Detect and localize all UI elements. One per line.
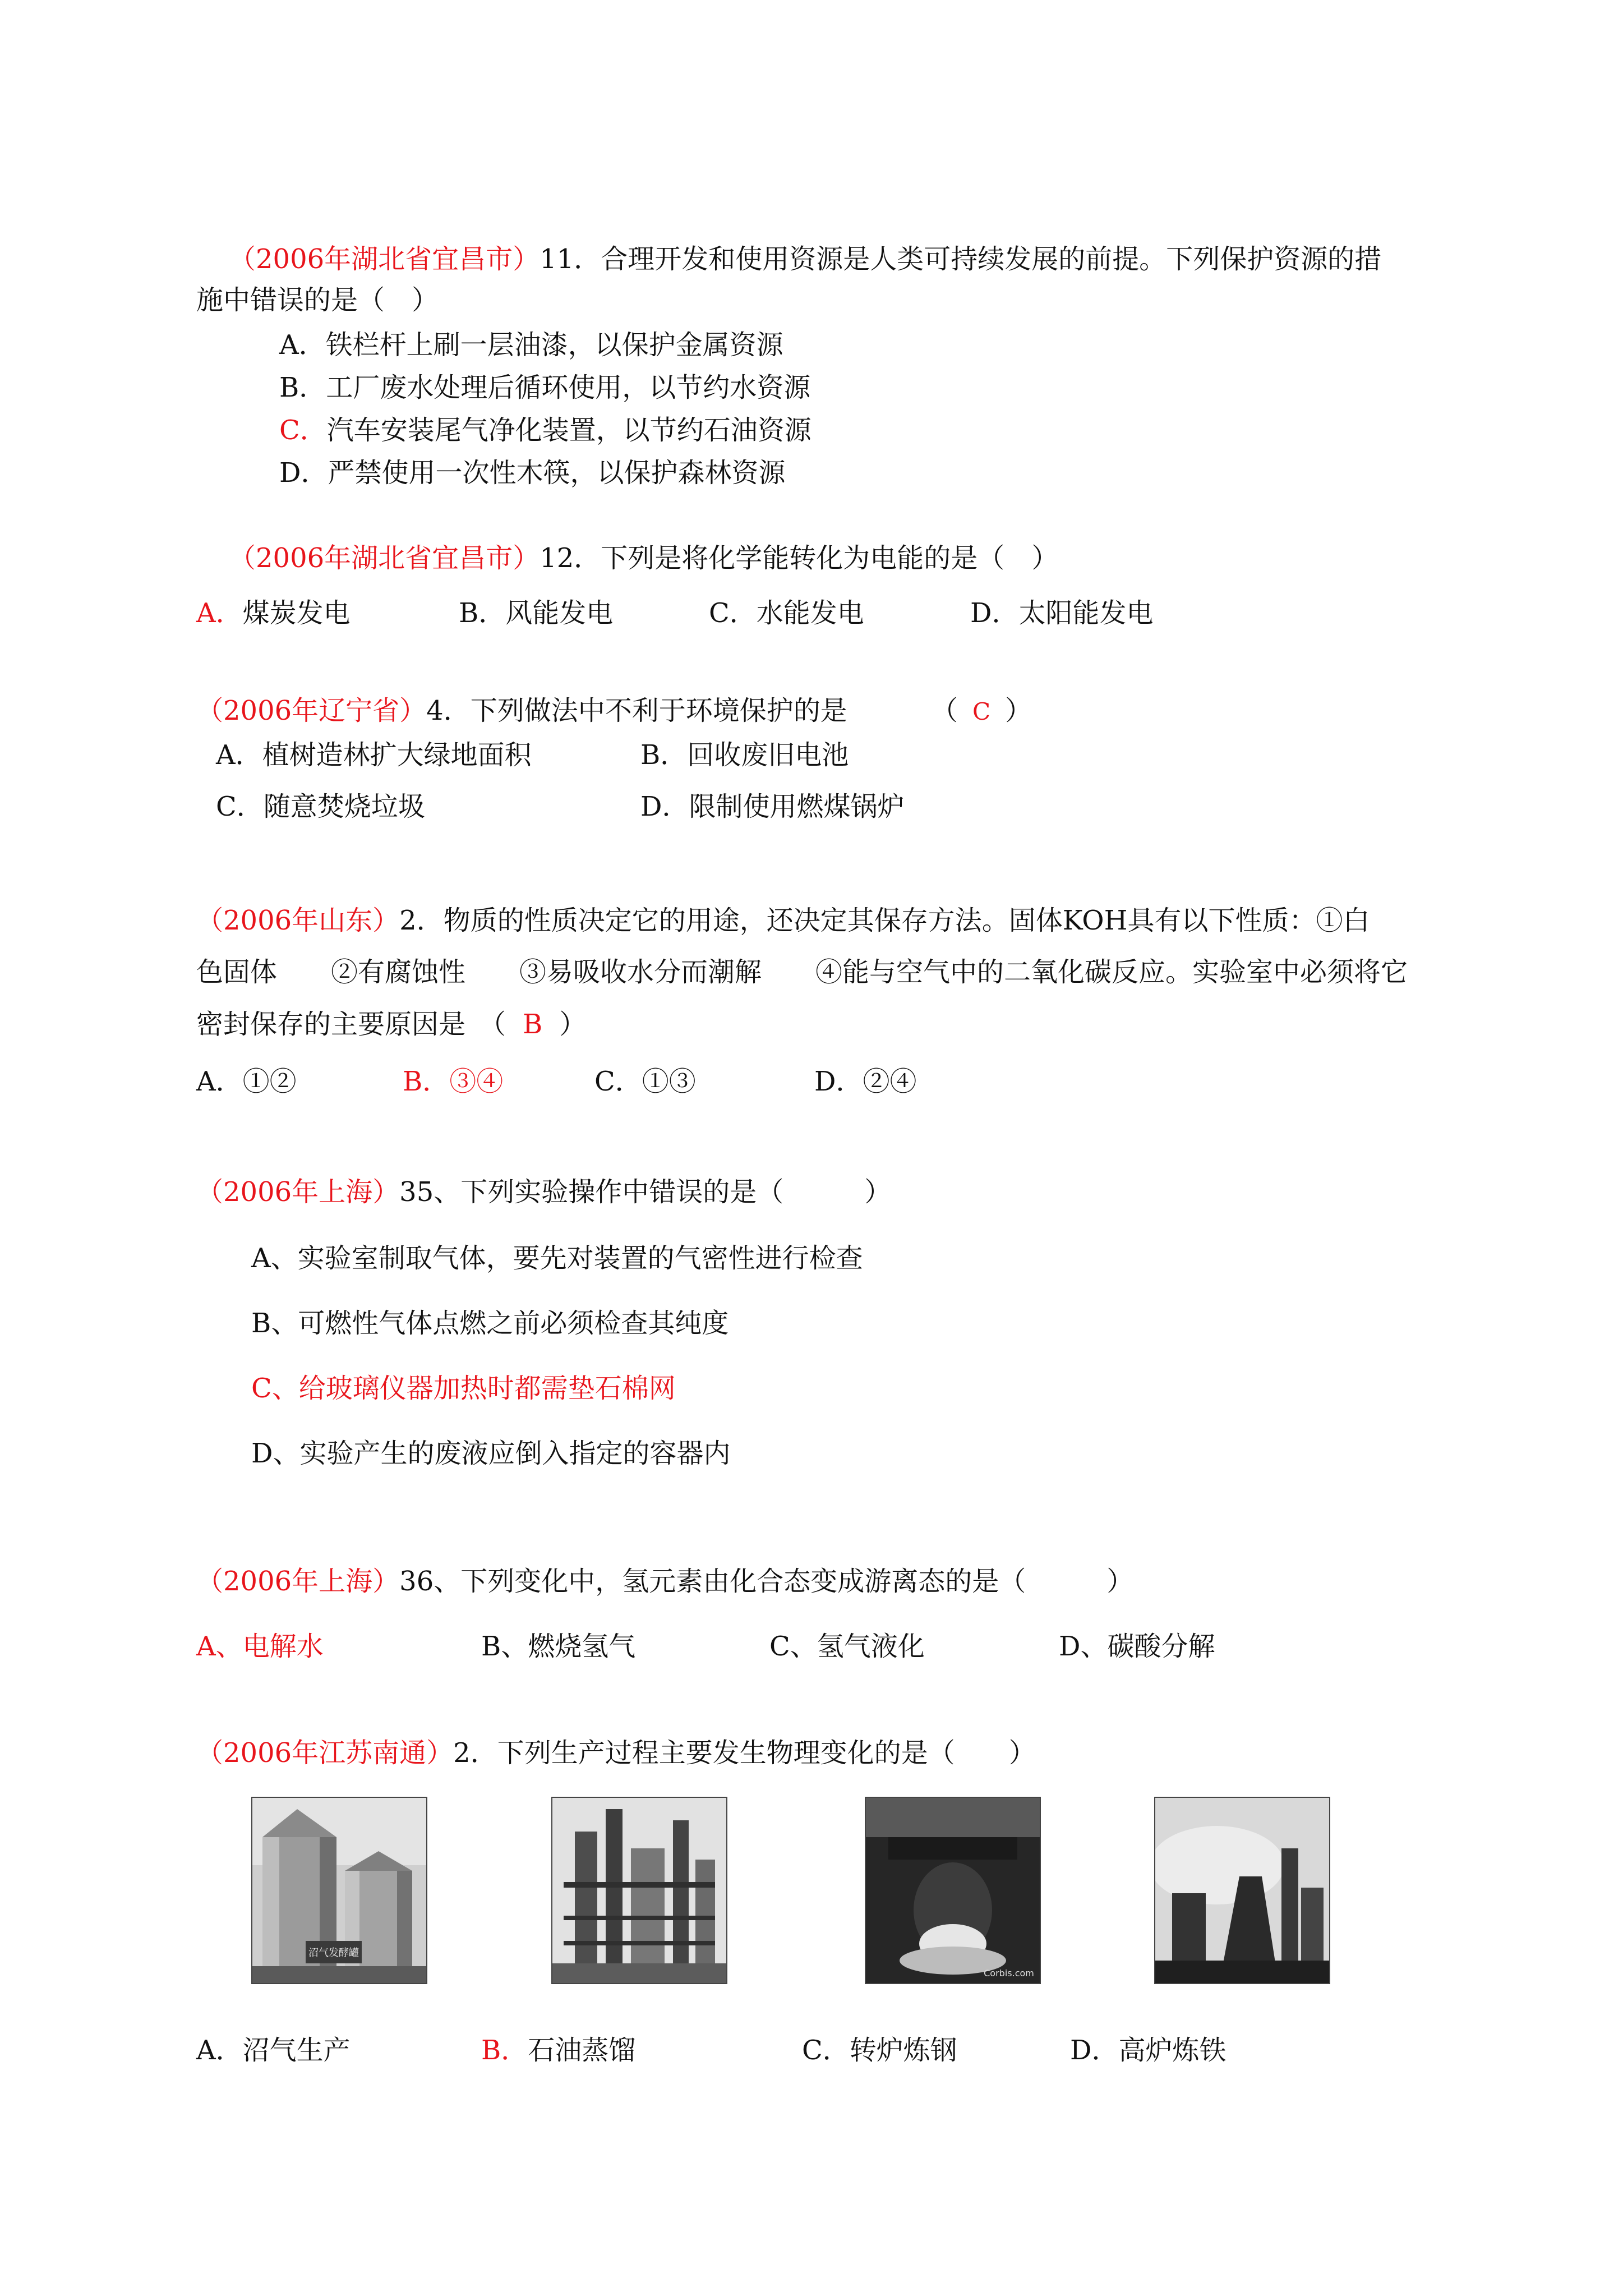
- q2-option-a: [196, 596, 351, 630]
- q7-option-b-label: B．: [481, 2035, 528, 2066]
- q3-option-a: A．植树造林扩大绿地面积: [216, 739, 532, 771]
- q2-option-a-label: A．: [196, 597, 243, 629]
- q1-option-d: D．严禁使用一次性木筷，以保护森林资源: [279, 457, 786, 489]
- q3-option-d: D．限制使用燃煤锅炉: [640, 791, 905, 822]
- q6-option-d: D、碳酸分解: [1059, 1631, 1215, 1662]
- q4-line1: [196, 904, 1370, 937]
- q4-answer: B: [523, 1009, 543, 1040]
- q2-line1: [229, 541, 1058, 575]
- q6-source: （2006年上海）: [196, 1566, 400, 1597]
- q5-option-a: A、实验室制取气体，要先对装置的气密性进行检查: [251, 1243, 863, 1274]
- q5-option-d: D、实验产生的废液应倒入指定的容器内: [251, 1438, 731, 1469]
- q3-option-b: B．回收废旧电池: [640, 739, 849, 771]
- q5-line1: [196, 1175, 891, 1209]
- q7-option-b: [481, 2033, 635, 2067]
- q5-stem: 35、下列实验操作中错误的是（ ）: [399, 1176, 892, 1208]
- q2-source: （2006年湖北省宜昌市）: [229, 542, 540, 574]
- blast-furnace-photo: [1154, 1797, 1330, 1984]
- q1-option-b: B．工厂废水处理后循环使用，以节约水资源: [279, 372, 811, 403]
- q4-stem-line1: 2．物质的性质决定它的用途，还决定其保存方法。固体KOH具有以下性质：①白: [399, 905, 1370, 936]
- q2-option-b: B．风能发电: [459, 597, 614, 629]
- q3-line1: [196, 694, 847, 728]
- q7-option-a: A．沼气生产: [196, 2035, 351, 2066]
- q5-source: （2006年上海）: [196, 1176, 400, 1208]
- q5-option-b: B、可燃性气体点燃之前必须检查其纯度: [251, 1308, 729, 1339]
- biogas-tanks-photo: [251, 1797, 427, 1984]
- q1-stem-line2: 施中错误的是（ ）: [196, 284, 439, 316]
- q3-paren-open: （: [931, 695, 958, 726]
- q7-line1: [196, 1736, 1036, 1770]
- q7-option-c: C．转炉炼钢: [802, 2035, 957, 2066]
- q3-option-c: C．随意焚烧垃圾: [216, 791, 425, 822]
- q1-option-c-label: C．: [279, 415, 327, 446]
- biogas-tank-sign: 沼气发酵罐: [308, 1947, 359, 1959]
- q3-answer: C: [972, 698, 991, 725]
- q7-option-b-text: 石油蒸馏: [528, 2035, 636, 2066]
- q4-stem-line3-text: 密封保存的主要原因是 （: [196, 1009, 506, 1040]
- q1-stem-line1: 11．合理开发和使用资源是人类可持续发展的前提。下列保护资源的措: [540, 243, 1382, 275]
- q2-option-a-text: 煤炭发电: [242, 597, 351, 629]
- q7-source: （2006年江苏南通）: [196, 1737, 454, 1769]
- q6-option-c: C、氢气液化: [769, 1631, 925, 1662]
- q4-option-b: B．③④: [403, 1066, 504, 1097]
- q2-option-c: C．水能发电: [709, 597, 864, 629]
- q3-stem: 4．下列做法中不利于环境保护的是: [426, 695, 847, 726]
- q3-answer-paren: [931, 694, 1032, 729]
- q3-paren-close: ）: [1005, 695, 1032, 726]
- q1-option-c: [279, 413, 811, 447]
- q4-option-a: A．①②: [196, 1066, 297, 1097]
- q6-option-a: A、电解水: [196, 1631, 324, 1662]
- q3-source: （2006年辽宁省）: [196, 695, 427, 726]
- q4-option-d: D．②④: [814, 1066, 917, 1097]
- q1-option-a: A．铁栏杆上刷一层油漆，以保护金属资源: [279, 329, 783, 361]
- q1-option-c-text: 汽车安装尾气净化装置，以节约石油资源: [326, 415, 811, 446]
- q1-line1: [229, 242, 1381, 276]
- converter-steelmaking-photo: [865, 1797, 1041, 1984]
- q7-stem: 2．下列生产过程主要发生物理变化的是（ ）: [453, 1737, 1036, 1769]
- q7-option-d: D．高炉炼铁: [1070, 2035, 1227, 2066]
- q4-paren-close: ）: [559, 1009, 587, 1040]
- q4-stem-line3: [196, 1007, 586, 1041]
- q6-option-b: B、燃烧氢气: [481, 1631, 636, 1662]
- q4-option-c: C．①③: [594, 1066, 696, 1097]
- q5-option-c: C、给玻璃仪器加热时都需垫石棉网: [251, 1373, 676, 1404]
- q1-source: （2006年湖北省宜昌市）: [229, 243, 540, 275]
- q2-stem: 12．下列是将化学能转化为电能的是（ ）: [540, 542, 1059, 574]
- q6-line1: [196, 1565, 1133, 1598]
- q2-option-d: D．太阳能发电: [970, 597, 1154, 629]
- q4-source: （2006年山东）: [196, 905, 400, 936]
- q6-stem: 36、下列变化中，氢元素由化合态变成游离态的是（ ）: [399, 1566, 1134, 1597]
- oil-distillation-photo: [551, 1797, 727, 1984]
- q4-stem-line2: 色固体 ②有腐蚀性 ③易吸收水分而潮解 ④能与空气中的二氧化碳反应。实验室中必须将它: [196, 956, 1408, 988]
- photo-watermark: Corbis.com: [984, 1968, 1034, 1978]
